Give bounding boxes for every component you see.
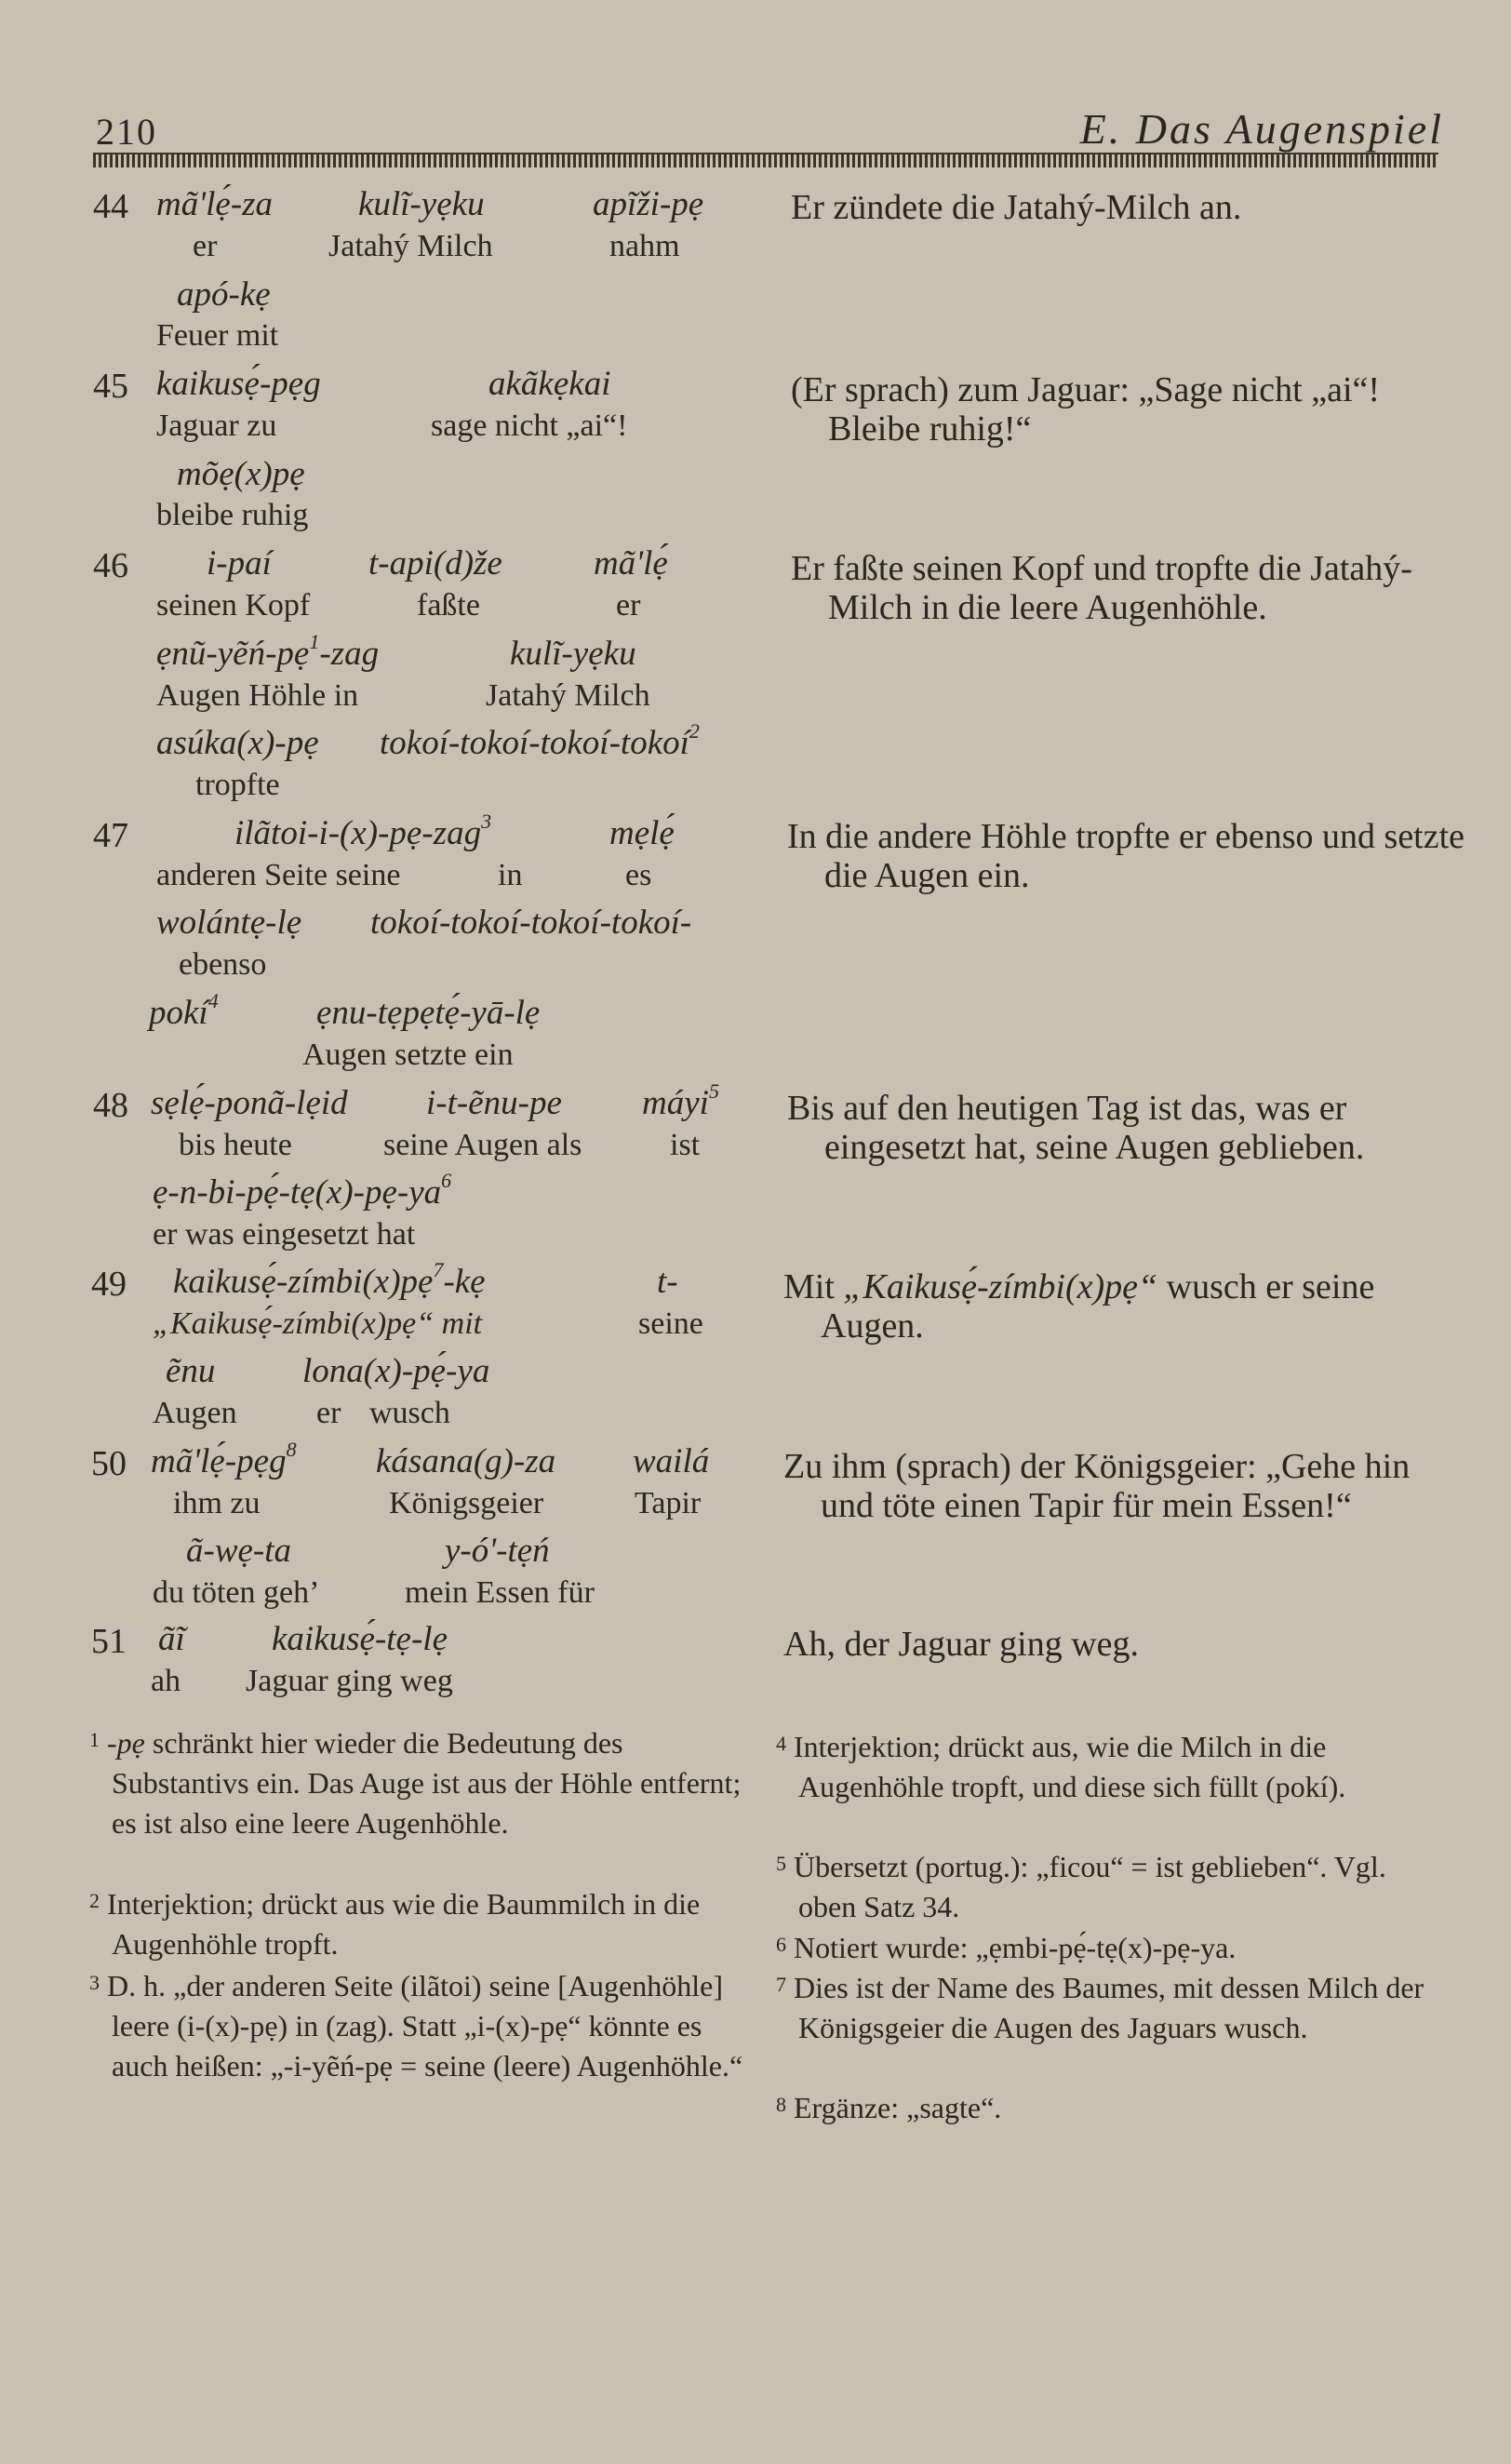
german-gloss: Augen (153, 1396, 237, 1430)
translation: Ah, der Jaguar ging weg. (783, 1625, 1140, 1664)
german-gloss: wusch (369, 1396, 450, 1430)
entry-number: 48 (93, 1086, 128, 1125)
german-gloss: Jaguar ging weg (246, 1664, 453, 1698)
entry-number: 46 (93, 546, 128, 585)
german-gloss: ihm zu (173, 1486, 261, 1520)
indigenous-word: i-t-ẽnu-pe (426, 1084, 562, 1122)
translation: Er faßte seinen Kopf und tropfte die Jatahý-Milch in die leere Augenhöhle. (791, 549, 1412, 627)
page-number: 210 (96, 111, 157, 153)
entry-number: 50 (91, 1444, 127, 1483)
entry-number: 47 (93, 816, 128, 855)
indigenous-word: ãĩ (158, 1620, 185, 1658)
indigenous-word: tokoí-tokoí-tokoí-tokoí$^2$ (380, 719, 700, 762)
german-gloss: Königsgeier (389, 1486, 544, 1520)
german-gloss: Augen setzte ein (302, 1038, 514, 1072)
indigenous-word: kaikusẹ́-tẹ-lẹ (272, 1620, 448, 1658)
german-gloss: bis heute (179, 1128, 292, 1162)
indigenous-word: kulĩ-yẹku (358, 185, 485, 223)
indigenous-word: mẹlẹ́ (609, 814, 675, 852)
german-gloss: Jatahý Milch (328, 229, 493, 263)
indigenous-word: lona(x)-pẹ́-ya (302, 1352, 490, 1390)
german-gloss: mein Essen für (405, 1575, 595, 1610)
running-title: E. Das Augenspiel (1079, 105, 1444, 153)
indigenous-word: ilãtoi-i-(x)-pẹ-zag$^3$ (234, 810, 492, 852)
german-gloss: seine (638, 1306, 703, 1341)
entry-number: 49 (91, 1265, 127, 1304)
indigenous-word: y-ó'-tẹń (445, 1532, 550, 1570)
entry-number: 51 (91, 1622, 127, 1661)
indigenous-word: kaikusẹ́-zímbi(x)pẹ$^7$-kẹ (173, 1258, 486, 1301)
indigenous-word: kulĩ-yẹku (510, 635, 636, 673)
header-rule (93, 153, 1438, 167)
indigenous-word: ẹnũ-yẽń-pẹ$^1$-zag (156, 630, 380, 673)
german-gloss: in (498, 858, 523, 892)
translation: Mit „Kaikusẹ́-zímbi(x)pẹ“ wusch er seine Augen. (783, 1267, 1375, 1346)
translation: Bis auf den heutigen Tag ist das, was er eingesetzt hat, seine Augen geblieben. (787, 1089, 1365, 1167)
indigenous-word: kásana(g)-za (376, 1442, 556, 1480)
indigenous-word: mã'lẹ́ (594, 544, 668, 583)
indigenous-word: pokí$^4$ (149, 989, 219, 1032)
footnote: $^7$ Dies ist der Name des Baumes, mit dessen Milch der Königsgeier die Augen des Jaguars wusch. (776, 1971, 1424, 2044)
indigenous-word: akãkẹkai (488, 365, 611, 403)
german-gloss: nahm (609, 229, 680, 263)
translation: Er zündete die Jatahý-Milch an. (791, 188, 1242, 227)
indigenous-word: sẹlẹ́-ponã-lẹid (151, 1084, 348, 1122)
indigenous-word: kaikusẹ́-pẹg (156, 365, 321, 403)
german-gloss: „Kaikusẹ́-zímbi(x)pẹ“ mit (153, 1306, 483, 1341)
footnote: $^8$ Ergänze: „sagte“. (776, 2091, 1002, 2124)
german-gloss: seinen Kopf (156, 588, 311, 623)
german-gloss: Jatahý Milch (486, 678, 650, 713)
indigenous-word: ẽnu (166, 1352, 216, 1390)
translation: Zu ihm (sprach) der Königsgeier: „Gehe hin und töte einen Tapir für mein Essen!“ (783, 1447, 1411, 1525)
german-gloss: Jaguar zu (156, 408, 277, 443)
german-gloss: Feuer mit (156, 318, 279, 353)
german-gloss: er (616, 588, 641, 623)
indigenous-word: i-paí (207, 544, 272, 583)
german-gloss: Augen Höhle in (156, 678, 359, 713)
indigenous-word: ẹnu-tẹpẹtẹ́-yā-lẹ (316, 994, 541, 1032)
german-gloss: bleibe ruhig (156, 498, 309, 532)
footnote: $^3$ D. h. „der anderen Seite (ilãtoi) seine [Augenhöhle] leere (i-(x)-pẹ) in (zag). Statt „i-(x)-pẹ“ könnte es auch heißen: „-i-yẽń-pẹ = seine (leere) Augenhöhle.“ (89, 1969, 743, 2082)
entry-number: 45 (93, 367, 128, 406)
indigenous-word: ã-wẹ-ta (186, 1532, 292, 1570)
german-gloss: tropfte (195, 768, 280, 802)
entry-number: 44 (93, 187, 128, 226)
indigenous-word: apó-kẹ (177, 275, 271, 314)
german-gloss: Tapir (635, 1486, 702, 1520)
indigenous-word: wailá (633, 1442, 710, 1480)
footnote: $^4$ Interjektion; drückt aus, wie die Milch in die Augenhöhle tropft, und diese sich füllt (pokí). (776, 1730, 1346, 1803)
indigenous-word: wolántẹ-lẹ (156, 904, 302, 942)
footnote: $^1$ -pẹ schränkt hier wieder die Bedeutung des Substantivs ein. Das Auge ist aus der Höhle entfernt; es ist also eine leere Augenhöhle. (89, 1726, 742, 1840)
german-gloss: anderen Seite seine (156, 858, 401, 892)
german-gloss: es (625, 858, 652, 892)
german-gloss: ebenso (179, 947, 267, 982)
indigenous-word: t-api(d)že (368, 544, 502, 583)
indigenous-word: mã'lẹ́-za (156, 185, 274, 223)
indigenous-word: t- (657, 1263, 678, 1301)
german-gloss: er (316, 1396, 341, 1430)
footnote: $^5$ Übersetzt (portug.): „ficou“ = ist geblieben“. Vgl. oben Satz 34. (776, 1850, 1386, 1923)
indigenous-word: tokoí-tokoí-tokoí-tokoí- (370, 904, 692, 942)
german-gloss: faßte (417, 588, 480, 623)
indigenous-word: mã'lẹ́-pẹg$^8$ (151, 1438, 297, 1480)
german-gloss: sage nicht „ai“! (431, 408, 628, 443)
german-gloss: ist (670, 1128, 701, 1162)
indigenous-word: mõẹ(x)pẹ (177, 455, 305, 493)
german-gloss: seine Augen als (383, 1128, 582, 1162)
translation: In die andere Höhle tropfte er ebenso und setzte die Augen ein. (787, 817, 1465, 895)
indigenous-word: asúka(x)-pẹ (156, 724, 319, 762)
german-gloss: ah (151, 1664, 181, 1698)
indigenous-word: $ẹ-n-bi-pẹ́-tẹ(x)-pẹ-ya^6$ (153, 1169, 452, 1212)
indigenous-word: apĩži-pẹ (593, 185, 704, 223)
indigenous-word: máyi$^5$ (642, 1079, 719, 1122)
translation: (Er sprach) zum Jaguar: „Sage nicht „ai“! Bleibe ruhig!“ (791, 370, 1381, 449)
footnote: $^2$ Interjektion; drückt aus wie die Baummilch in die Augenhöhle tropft. (89, 1887, 701, 1961)
german-gloss: er was eingesetzt hat (153, 1217, 416, 1252)
german-gloss: er (193, 229, 218, 263)
german-gloss: du töten geh’ (153, 1575, 320, 1610)
footnote: $^6$ Notiert wurde: „ẹmbi-pẹ́-tẹ(x)-pẹ-ya. (776, 1931, 1237, 1964)
